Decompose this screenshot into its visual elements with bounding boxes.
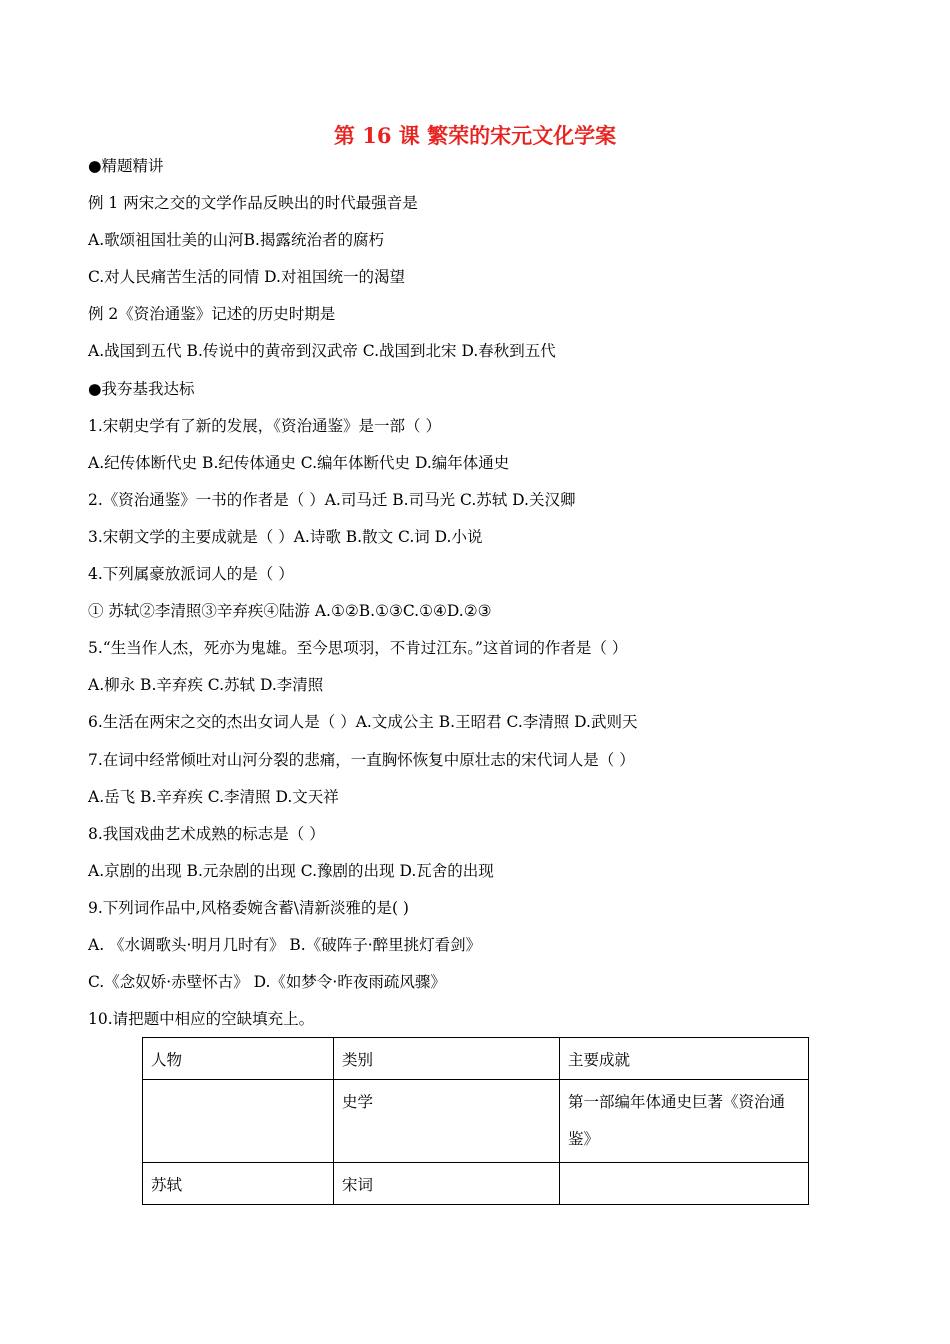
- table-cell: 史学: [334, 1080, 560, 1163]
- answer-options: A. 《水调歌头·明月几时有》 B.《破阵子·醉里挑灯看剑》: [88, 935, 482, 954]
- table-header-cell: 人物: [143, 1038, 334, 1080]
- table-cell: 第一部编年体通史巨著《资治通鉴》: [560, 1080, 809, 1163]
- question: 4.下列属豪放派词人的是（ ）: [88, 565, 294, 584]
- answer-options: A.纪传体断代史 B.纪传体通史 C.编年体断代史 D.编年体通史: [88, 453, 510, 472]
- table-header-row: [143, 1038, 809, 1080]
- table-cell: [560, 1163, 809, 1205]
- example-question: 例 1 两宋之交的文学作品反映出的时代最强音是: [88, 194, 418, 213]
- answer-options: A.京剧的出现 B.元杂剧的出现 C.豫剧的出现 D.瓦舍的出现: [88, 861, 494, 880]
- fill-in-table: [142, 1037, 809, 1205]
- page-title: 第 16 课 繁荣的宋元文化学案: [333, 123, 617, 148]
- answer-options: A.战国到五代 B.传说中的黄帝到汉武帝 C.战国到北宋 D.春秋到五代: [88, 342, 556, 361]
- section-heading: ●我夯基我达标: [88, 379, 195, 398]
- table-header-cell: 主要成就: [560, 1038, 809, 1080]
- table-cell: [143, 1080, 334, 1163]
- question: 9.下列词作品中,风格委婉含蓄\清新淡雅的是( ): [88, 898, 409, 917]
- question: 3.宋朝文学的主要成就是（ ）A.诗歌 B.散文 C.词 D.小说: [88, 527, 483, 546]
- answer-options: A.歌颂祖国壮美的山河B.揭露统治者的腐朽: [88, 231, 384, 250]
- answer-options: C.《念奴娇·赤壁怀古》 D.《如梦令·昨夜雨疏风骤》: [88, 973, 446, 992]
- question: 8.我国戏曲艺术成熟的标志是（ ）: [88, 824, 325, 843]
- question: 2.《资治通鉴》一书的作者是（ ）A.司马迁 B.司马光 C.苏轼 D.关汉卿: [88, 490, 576, 509]
- fill-in-table-container: [142, 1037, 809, 1205]
- document-body: [88, 148, 888, 1038]
- answer-options: C.对人民痛苦生活的同情 D.对祖国统一的渴望: [88, 268, 405, 287]
- table-cell: 苏轼: [143, 1163, 334, 1205]
- answer-options: A.岳飞 B.辛弃疾 C.李清照 D.文天祥: [88, 787, 339, 806]
- answer-options: ① 苏轼②李清照③辛弃疾④陆游 A.①②B.①③C.①④D.②③: [88, 602, 492, 621]
- question: 1.宋朝史学有了新的发展，《资治通鉴》是一部（ ）: [88, 416, 441, 435]
- question: 5.“生当作人杰，死亦为鬼雄。至今思项羽，不肯过江东。”这首词的作者是（ ）: [88, 639, 628, 658]
- table-header-cell: 类别: [334, 1038, 560, 1080]
- table-row: [143, 1080, 809, 1163]
- section-heading: ●精题精讲: [88, 157, 164, 175]
- answer-options: A.柳永 B.辛弃疾 C.苏轼 D.李清照: [88, 676, 324, 695]
- question: 6.生活在两宋之交的杰出女词人是（ ）A.文成公主 B.王昭君 C.李清照 D.武则天: [88, 713, 638, 732]
- question: 7.在词中经常倾吐对山河分裂的悲痛，一直胸怀恢复中原壮志的宋代词人是（ ）: [88, 750, 635, 769]
- example-question: 例 2《资治通鉴》记述的历史时期是: [88, 305, 336, 324]
- table-row: [143, 1163, 809, 1205]
- question: 10.请把题中相应的空缺填充上。: [88, 1010, 315, 1029]
- table-cell: 宋词: [334, 1163, 560, 1205]
